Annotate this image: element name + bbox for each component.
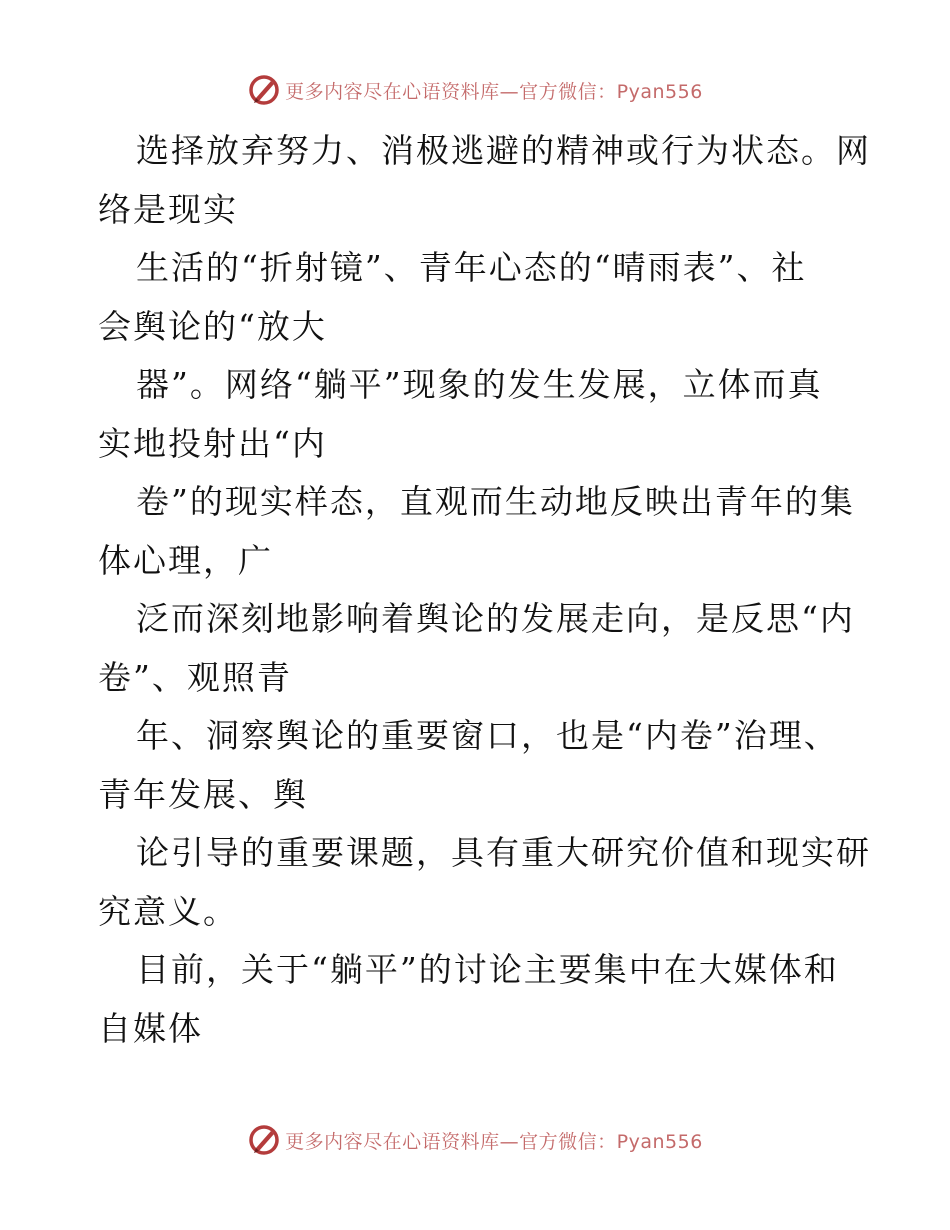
text-line: 自媒体 [98,1008,203,1048]
pen-circle-logo-icon [247,73,281,107]
text-line: 器”。网络“躺平”现象的发生发展，立体而真 [136,365,823,404]
text-line: 年、洞察舆论的重要窗口，也是“内卷”治理、 [136,716,839,755]
header-banner [0,70,950,110]
text-line: 选择放弃努力、消极逃避的精神或行为状态。网 [136,131,871,170]
text-line: 卷”的现实样态，直观而生动地反映出青年的集 [136,482,855,521]
text-line: 泛而深刻地影响着舆论的发展走向，是反思“内 [136,599,855,638]
text-line: 实地投射出“内 [98,423,327,463]
pen-circle-logo-icon [247,1123,281,1157]
text-line: 卷”、观照青 [98,657,292,697]
footer-banner-text: 更多内容尽在心语资料库—官方微信：Pyan556 [285,1130,703,1153]
text-line: 青年发展、舆 [98,774,308,814]
footer-banner [0,1120,950,1160]
text-line: 体心理，广 [98,540,273,580]
text-line: 生活的“折射镜”、青年心态的“晴雨表”、社 [136,248,807,287]
header-banner-text: 更多内容尽在心语资料库—官方微信：Pyan556 [285,80,703,103]
text-line: 究意义。 [98,891,238,931]
text-line: 会舆论的“放大 [98,306,327,346]
text-line: 论引导的重要课题，具有重大研究价值和现实研 [136,833,871,872]
body-text [98,122,871,1058]
text-line: 目前，关于“躺平”的讨论主要集中在大媒体和 [136,950,839,989]
text-line: 络是现实 [98,189,238,229]
